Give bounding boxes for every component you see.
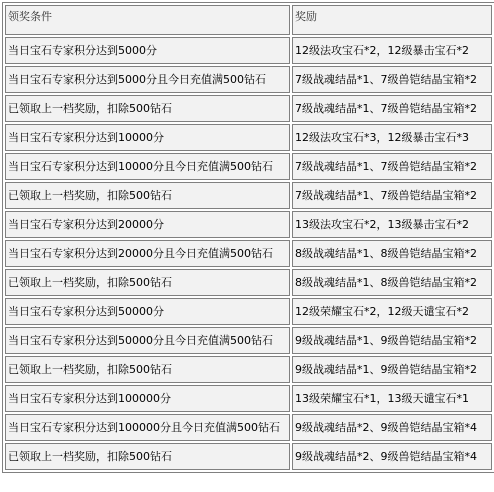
reward-cell: 7级战魂结晶*1、7级兽铠结晶宝箱*2 xyxy=(292,95,492,122)
reward-cell: 9级战魂结晶*1、9级兽铠结晶宝箱*2 xyxy=(292,356,492,383)
table-header-row xyxy=(5,5,492,35)
condition-cell: 已领取上一档奖励，扣除500钻石 xyxy=(5,269,290,296)
header-condition: 领奖条件 xyxy=(5,5,290,35)
condition-cell: 已领取上一档奖励，扣除500钻石 xyxy=(5,95,290,122)
reward-cell: 9级战魂结晶*2、9级兽铠结晶宝箱*4 xyxy=(292,443,492,470)
condition-cell: 当日宝石专家积分达到5000分且今日充值满500钻石 xyxy=(5,66,290,93)
reward-cell: 7级战魂结晶*1、7级兽铠结晶宝箱*2 xyxy=(292,153,492,180)
reward-table xyxy=(2,2,494,473)
table-row xyxy=(5,95,492,122)
reward-cell: 8级战魂结晶*1、8级兽铠结晶宝箱*2 xyxy=(292,240,492,267)
condition-cell: 当日宝石专家积分达到50000分 xyxy=(5,298,290,325)
table-row xyxy=(5,414,492,441)
condition-cell: 已领取上一档奖励，扣除500钻石 xyxy=(5,182,290,209)
table-row xyxy=(5,443,492,470)
reward-cell: 12级荣耀宝石*2，12级天谴宝石*2 xyxy=(292,298,492,325)
reward-cell: 12级法攻宝石*2，12级暴击宝石*2 xyxy=(292,37,492,64)
condition-cell: 当日宝石专家积分达到100000分 xyxy=(5,385,290,412)
condition-cell: 已领取上一档奖励，扣除500钻石 xyxy=(5,356,290,383)
table-row xyxy=(5,182,492,209)
reward-cell: 13级法攻宝石*2，13级暴击宝石*2 xyxy=(292,211,492,238)
reward-cell: 9级战魂结晶*2、9级兽铠结晶宝箱*4 xyxy=(292,414,492,441)
table-row xyxy=(5,327,492,354)
table-row xyxy=(5,153,492,180)
reward-cell: 12级法攻宝石*3，12级暴击宝石*3 xyxy=(292,124,492,151)
reward-cell: 9级战魂结晶*1、9级兽铠结晶宝箱*2 xyxy=(292,327,492,354)
condition-cell: 当日宝石专家积分达到10000分 xyxy=(5,124,290,151)
header-reward: 奖励 xyxy=(292,5,492,35)
table-row xyxy=(5,66,492,93)
table-row xyxy=(5,124,492,151)
table-row xyxy=(5,385,492,412)
reward-cell: 7级战魂结晶*1、7级兽铠结晶宝箱*2 xyxy=(292,182,492,209)
reward-cell: 8级战魂结晶*1、8级兽铠结晶宝箱*2 xyxy=(292,269,492,296)
table-row xyxy=(5,269,492,296)
reward-cell: 7级战魂结晶*1、7级兽铠结晶宝箱*2 xyxy=(292,66,492,93)
table-row xyxy=(5,240,492,267)
reward-cell: 13级荣耀宝石*1，13级天谴宝石*1 xyxy=(292,385,492,412)
condition-cell: 当日宝石专家积分达到50000分且今日充值满500钻石 xyxy=(5,327,290,354)
condition-cell: 当日宝石专家积分达到20000分且今日充值满500钻石 xyxy=(5,240,290,267)
table-row xyxy=(5,211,492,238)
condition-cell: 当日宝石专家积分达到5000分 xyxy=(5,37,290,64)
condition-cell: 当日宝石专家积分达到100000分且今日充值满500钻石 xyxy=(5,414,290,441)
condition-cell: 当日宝石专家积分达到10000分且今日充值满500钻石 xyxy=(5,153,290,180)
table-row xyxy=(5,356,492,383)
condition-cell: 当日宝石专家积分达到20000分 xyxy=(5,211,290,238)
table-row xyxy=(5,37,492,64)
condition-cell: 已领取上一档奖励，扣除500钻石 xyxy=(5,443,290,470)
table-row xyxy=(5,298,492,325)
